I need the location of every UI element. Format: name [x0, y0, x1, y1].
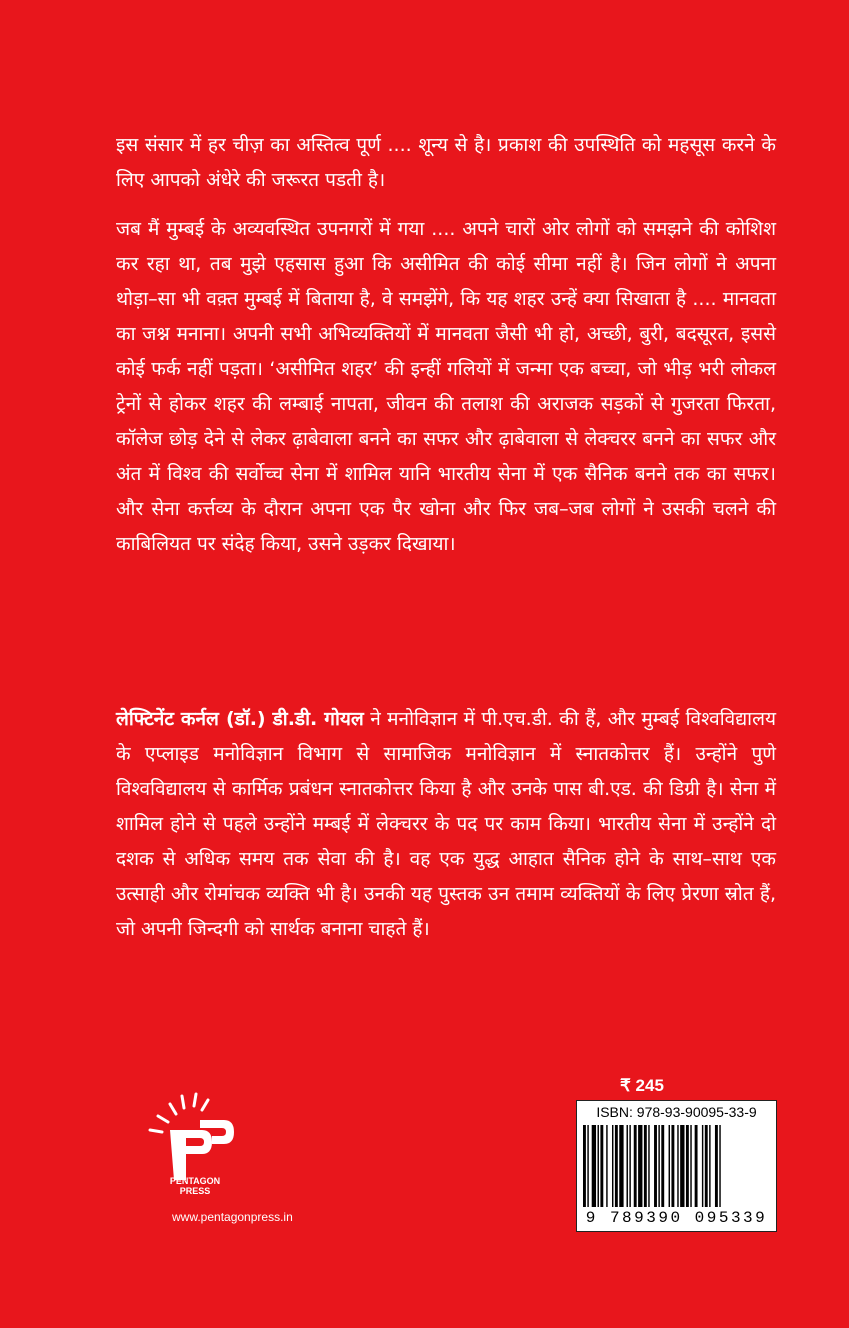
barcode-bar — [629, 1125, 630, 1207]
barcode-bar — [587, 1125, 588, 1207]
publisher-website[interactable]: www.pentagonpress.in — [172, 1210, 293, 1224]
publisher-name-line1: PENTAGON — [169, 1176, 221, 1186]
barcode-bar — [695, 1125, 698, 1207]
isbn-digits: 9 789390 095339 — [585, 1209, 768, 1227]
author-bio-text: ने मनोविज्ञान में पी.एच.डी. की हैं, और मुम्बई विश्वविद्यालय के एप्लाइड मनोविज्ञान विभाग से सामाजिक मनोविज्ञान में स्नातकोत्तर हैं। उन्होंने पुणे विश्वविद्यालय से कार्मिक प्रबंधन स्नातकोत्तर किया है और उनके पास बी.एड. की डिग्री है। सेना में शामिल होने से पहले उन्होंने मम्बई में लेक्चरर के पद पर काम किया। भारतीय सेना में उन्होंने दो दशक से अधिक समय तक सेवा की है। वह एक युद्ध आहात सैनिक होने के साथ–साथ एक उत्साही और रोमांचक व्यक्ति भी है। उनकी यह पुस्तक उन तमाम व्यक्तियों के लिए प्रेरणा स्रोत हैं, जो अपनी जिन्दगी को सार्थक बनाना चाहते हैं। — [116, 708, 776, 940]
barcode-bar — [654, 1125, 657, 1207]
barcode-bar — [661, 1125, 664, 1207]
author-bio-paragraph — [116, 702, 776, 947]
barcode-bar — [634, 1125, 637, 1207]
barcode-bar — [619, 1125, 623, 1207]
barcode-bar — [615, 1125, 618, 1207]
back-cover-blurb — [116, 128, 776, 576]
barcode-bar — [705, 1125, 708, 1207]
barcode-bar — [702, 1125, 703, 1207]
barcode-bar — [669, 1125, 670, 1207]
author-name: लेफ्टिनेंट कर्नल (डॉ.) डी.डी. गोयल — [116, 708, 364, 730]
barcode-bar — [677, 1125, 678, 1207]
barcode-bar — [644, 1125, 647, 1207]
blurb-paragraph-1: इस संसार में हर चीज़ का अस्तित्व पूर्ण .... शून्य से है। प्रकाश की उपस्थिति को महसूस करने के लिए आपको अंधेरे की जरूरत पडती है। — [116, 134, 776, 191]
isbn-barcode — [576, 1100, 777, 1232]
barcode-bar — [583, 1125, 586, 1207]
publisher-name — [160, 1176, 230, 1196]
barcode-bar — [680, 1125, 684, 1207]
barcode-bar — [658, 1125, 659, 1207]
barcode-bar — [686, 1125, 689, 1207]
barcode-bar — [719, 1125, 720, 1207]
price-label: ₹ 245 — [620, 1076, 664, 1095]
barcode-bar — [648, 1125, 649, 1207]
barcode-bar — [598, 1125, 599, 1207]
barcode-bar — [600, 1125, 603, 1207]
author-bio — [116, 702, 776, 961]
blurb-paragraph-2: जब मैं मुम्बई के अव्यवस्थित उपनगरों में गया .... अपने चारों ओर लोगों को समझने की कोशिश कर रहा था, तब मुझे एहसास हुआ कि असीमित की कोई सीमा नहीं है। जिन लोगों ने अपना थोड़ा–सा भी वक़्त मुम्बई में बिताया है, वे समझेंगे, कि यह शहर उन्हें क्या सिखाता है .... मानवता का जश्न मनाना। अपनी सभी अभिव्यक्तियों में मानवता जैसी भी हो, अच्छी, बुरी, बदसूरत, इससे कोई फर्क नहीं पड़ता। ‘असीमित शहर’ की इन्हीं गलियों में जन्मा एक बच्चा, जो भीड़ भरी लोकल ट्रेनों से होकर शहर की लम्बाई नापता, जीवन की तलाश की अराजक सड़कों से गुजरता फिरता, कॉलेज छोड़ देने से लेकर ढ़ाबेवाला बनने का सफर और ढ़ाबेवाला से लेक्चरर बनने का सफर और अंत में विश्व की सर्वोच्च सेना में शामिल यानि भारतीय सेना में एक सैनिक बनने तक का सफर। और सेना कर्त्तव्य के दौरान अपना एक पैर खोना और फिर जब–जब लोगों ने उसकी चलने की काबिलियत पर संदेह किया, उसने उड़कर दिखाया। — [116, 218, 776, 555]
barcode-bar — [627, 1125, 628, 1207]
barcode-bar — [606, 1125, 607, 1207]
barcode-bar — [690, 1125, 691, 1207]
publisher-name-line2: PRESS — [179, 1186, 211, 1196]
barcode-bar — [671, 1125, 674, 1207]
barcode-bar — [715, 1125, 718, 1207]
barcode-bar — [638, 1125, 642, 1207]
barcode-bar — [612, 1125, 613, 1207]
barcode-bar — [592, 1125, 596, 1207]
isbn-label: ISBN: 978-93-90095-33-9 — [596, 1104, 757, 1120]
barcode-bar — [709, 1125, 710, 1207]
barcode-bars — [581, 1125, 772, 1207]
